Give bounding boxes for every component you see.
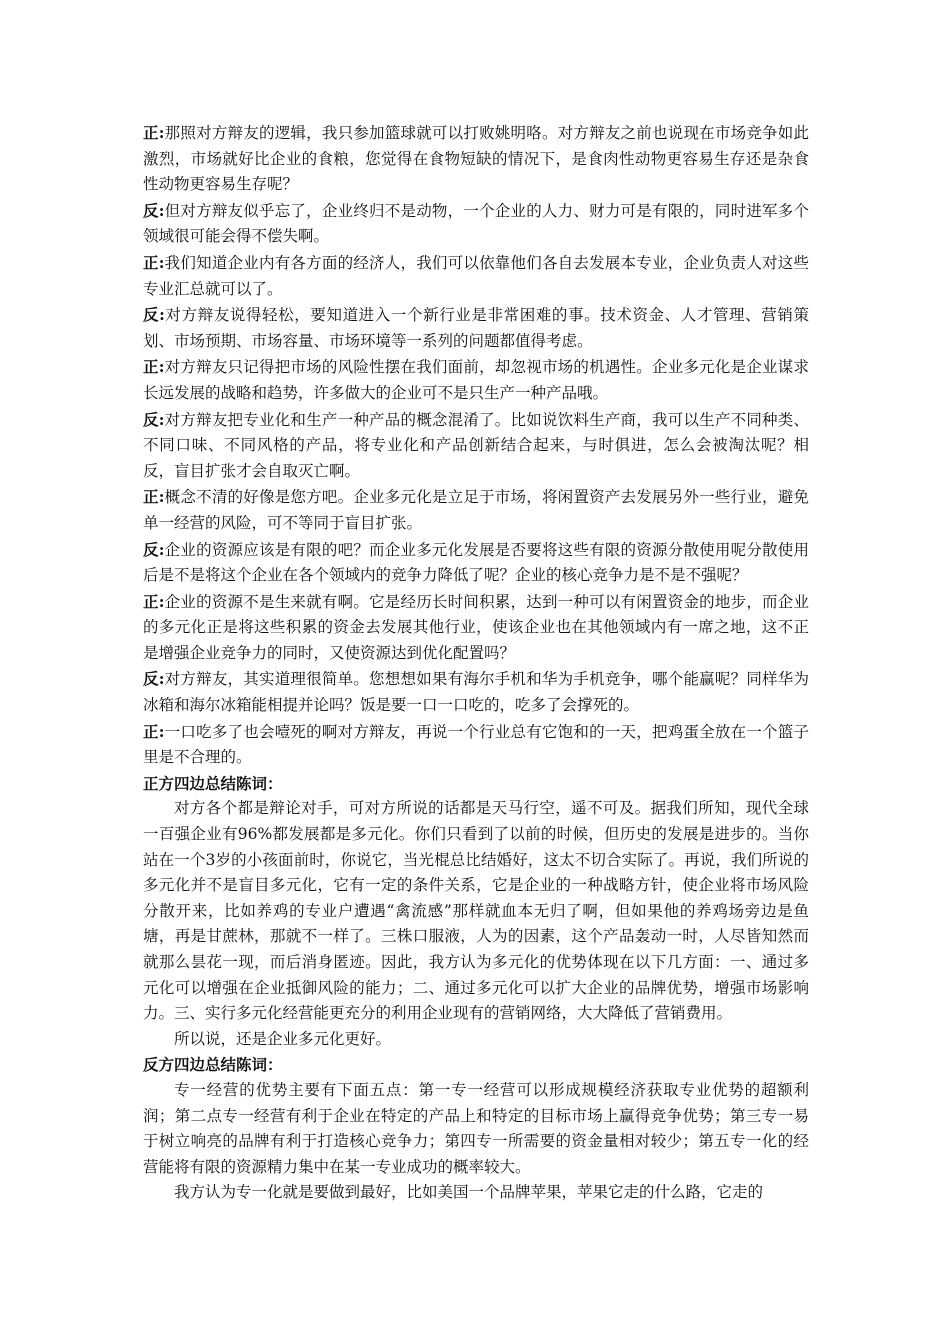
dialogue-turn-con — [143, 198, 809, 250]
turn-text: 企业的资源应该是有限的吧？而企业多元化发展是否要将这些有限的资源分散使用呢分散使用后是不是将这个企业在各个领域内的竞争力降低了呢？企业的核心竞争力是不是不强呢？ — [143, 540, 809, 585]
dialogue-turn-pro — [143, 484, 809, 536]
dialogue-turn-con — [143, 407, 809, 485]
speaker-label: 正: — [143, 591, 165, 611]
dialogue-turn-con — [143, 302, 809, 354]
speaker-label: 正: — [143, 487, 165, 507]
turn-text: 企业的资源不是生来就有啊。它是经历长时间积累，达到一种可以有闲置资金的地步，而企业的多元化正是将这些积累的资金去发展其他行业，使该企业也在其他领域内有一席之地，这不正是增强企业竞争力的同时，又使资源达到优化配置吗？ — [143, 592, 809, 662]
con-summary-paragraph: 我方认为专一化就是要做到最好，比如美国一个品牌苹果，苹果它走的什么路，它走的 — [174, 1183, 764, 1202]
speaker-label: 反: — [143, 539, 165, 559]
speaker-label: 正: — [143, 721, 165, 741]
pro-summary-conclusion: 所以说，还是企业多元化更好。 — [174, 1029, 392, 1048]
document-page — [143, 120, 809, 1206]
speaker-label: 反: — [143, 200, 165, 220]
con-summary-heading: 反方四边总结陈词： — [143, 1055, 283, 1075]
dialogue-turn-con — [143, 537, 809, 589]
speaker-label: 反: — [143, 409, 165, 429]
con-summary-paragraph: 专一经营的优势主要有下面五点：第一专一经营可以形成规模经济获取专业优势的超额利润；第二点专一经营有利于企业在特定的产品上和特定的目标市场上赢得竞争优势；第三专一易于树立响亮的品牌有利于打造核心竞争力；第四专一所需要的资金量相对较少；第五专一化的经营能将有限的资源精力集中在某一专业成功的概率较大。 — [143, 1080, 809, 1176]
speaker-label: 反: — [143, 305, 165, 325]
pro-summary-heading: 正方四边总结陈词： — [143, 773, 283, 793]
turn-text: 那照对方辩友的逻辑，我只参加篮球就可以打败姚明咯。对方辩友之前也说现在市场竞争如此激烈，市场就好比企业的食粮，您觉得在食物短缺的情况下，是食肉性动物更容易生存还是杂食性动物更容易生存呢？ — [143, 124, 809, 194]
turn-text: 对方辩友说得轻松，要知道进入一个新行业是非常困难的事。技术资金、人才管理、营销策划、市场预期、市场容量、市场环境等一系列的问题都值得考虑。 — [143, 306, 809, 350]
dialogue-turn-pro — [143, 120, 809, 198]
speaker-label: 正: — [143, 252, 165, 272]
dialogue-turn-pro — [143, 719, 809, 771]
turn-text: 我们知道企业内有各方面的经济人，我们可以依靠他们各自去发展本专业，企业负责人对这些专业汇总就可以了。 — [143, 253, 809, 298]
turn-text: 对方辩友只记得把市场的风险性摆在我们面前，却忽视市场的机遇性。企业多元化是企业谋求长远发展的战略和趋势，许多做大的企业可不是只生产一种产品哦。 — [143, 358, 809, 402]
speaker-label: 反: — [143, 669, 165, 689]
dialogue-turn-pro — [143, 250, 809, 302]
dialogue-turn-pro — [143, 589, 809, 667]
turn-text: 一口吃多了也会噎死的啊对方辩友，再说一个行业总有它饱和的一天，把鸡蛋全放在一个篮子里是不合理的。 — [143, 722, 809, 767]
dialogue-turn-pro — [143, 354, 809, 406]
speaker-label: 正: — [143, 357, 165, 377]
pro-summary-paragraph: 对方各个都是辩论对手，可对方所说的话都是天马行空，遥不可及。据我们所知，现代全球一百强企业有96%都发展都是多元化。你们只看到了以前的时候，但历史的发展是进步的。当你站在一个3岁的小孩面前时，你说它，当光棍总比结婚好，这太不切合实际了。再说，我们所说的多元化并不是盲目多元化，它有一定的条件关系，它是企业的一种战略方针，使企业将市场风险分散开来，比如养鸡的专业户遭遇“禽流感”那样就血本无归了啊，但如果他的养鸡场旁边是鱼塘，再是甘蔗林，那就不一样了。三株口服液，人为的因素，这个产品轰动一时，人尽皆知然而就那么昙花一现，而后消身匿迹。因此，我方认为多元化的优势体现在以下几方面：一、通过多元化可以增强在企业抵御风险的能力；二、通过多元化可以扩大企业的品牌优势，增强市场影响力。三、实行多元化经营能更充分的利用企业现有的营销网络，大大降低了营销费用。 — [143, 799, 809, 1023]
turn-text: 概念不清的好像是您方吧。企业多元化是立足于市场，将闲置资产去发展另外一些行业，避免单一经营的风险，可不等同于盲目扩张。 — [143, 488, 809, 532]
turn-text: 对方辩友把专业化和生产一种产品的概念混淆了。比如说饮料生产商，我可以生产不同种类、不同口味、不同风格的产品，将专业化和产品创新结合起来，与时俱进，怎么会被淘汰呢？相反，盲目扩张才会自取灭亡啊。 — [143, 410, 809, 480]
turn-text: 但对方辩友似乎忘了，企业终归不是动物，一个企业的人力、财力可是有限的，同时进军多个领域很可能会得不偿失啊。 — [143, 201, 809, 246]
turn-text: 对方辩友，其实道理很简单。您想想如果有海尔手机和华为手机竞争，哪个能赢呢？同样华为冰箱和海尔冰箱能相提并论吗？饭是要一口一口吃的，吃多了会撑死的。 — [143, 670, 809, 715]
speaker-label: 正: — [143, 123, 165, 142]
dialogue-turn-con — [143, 666, 809, 718]
